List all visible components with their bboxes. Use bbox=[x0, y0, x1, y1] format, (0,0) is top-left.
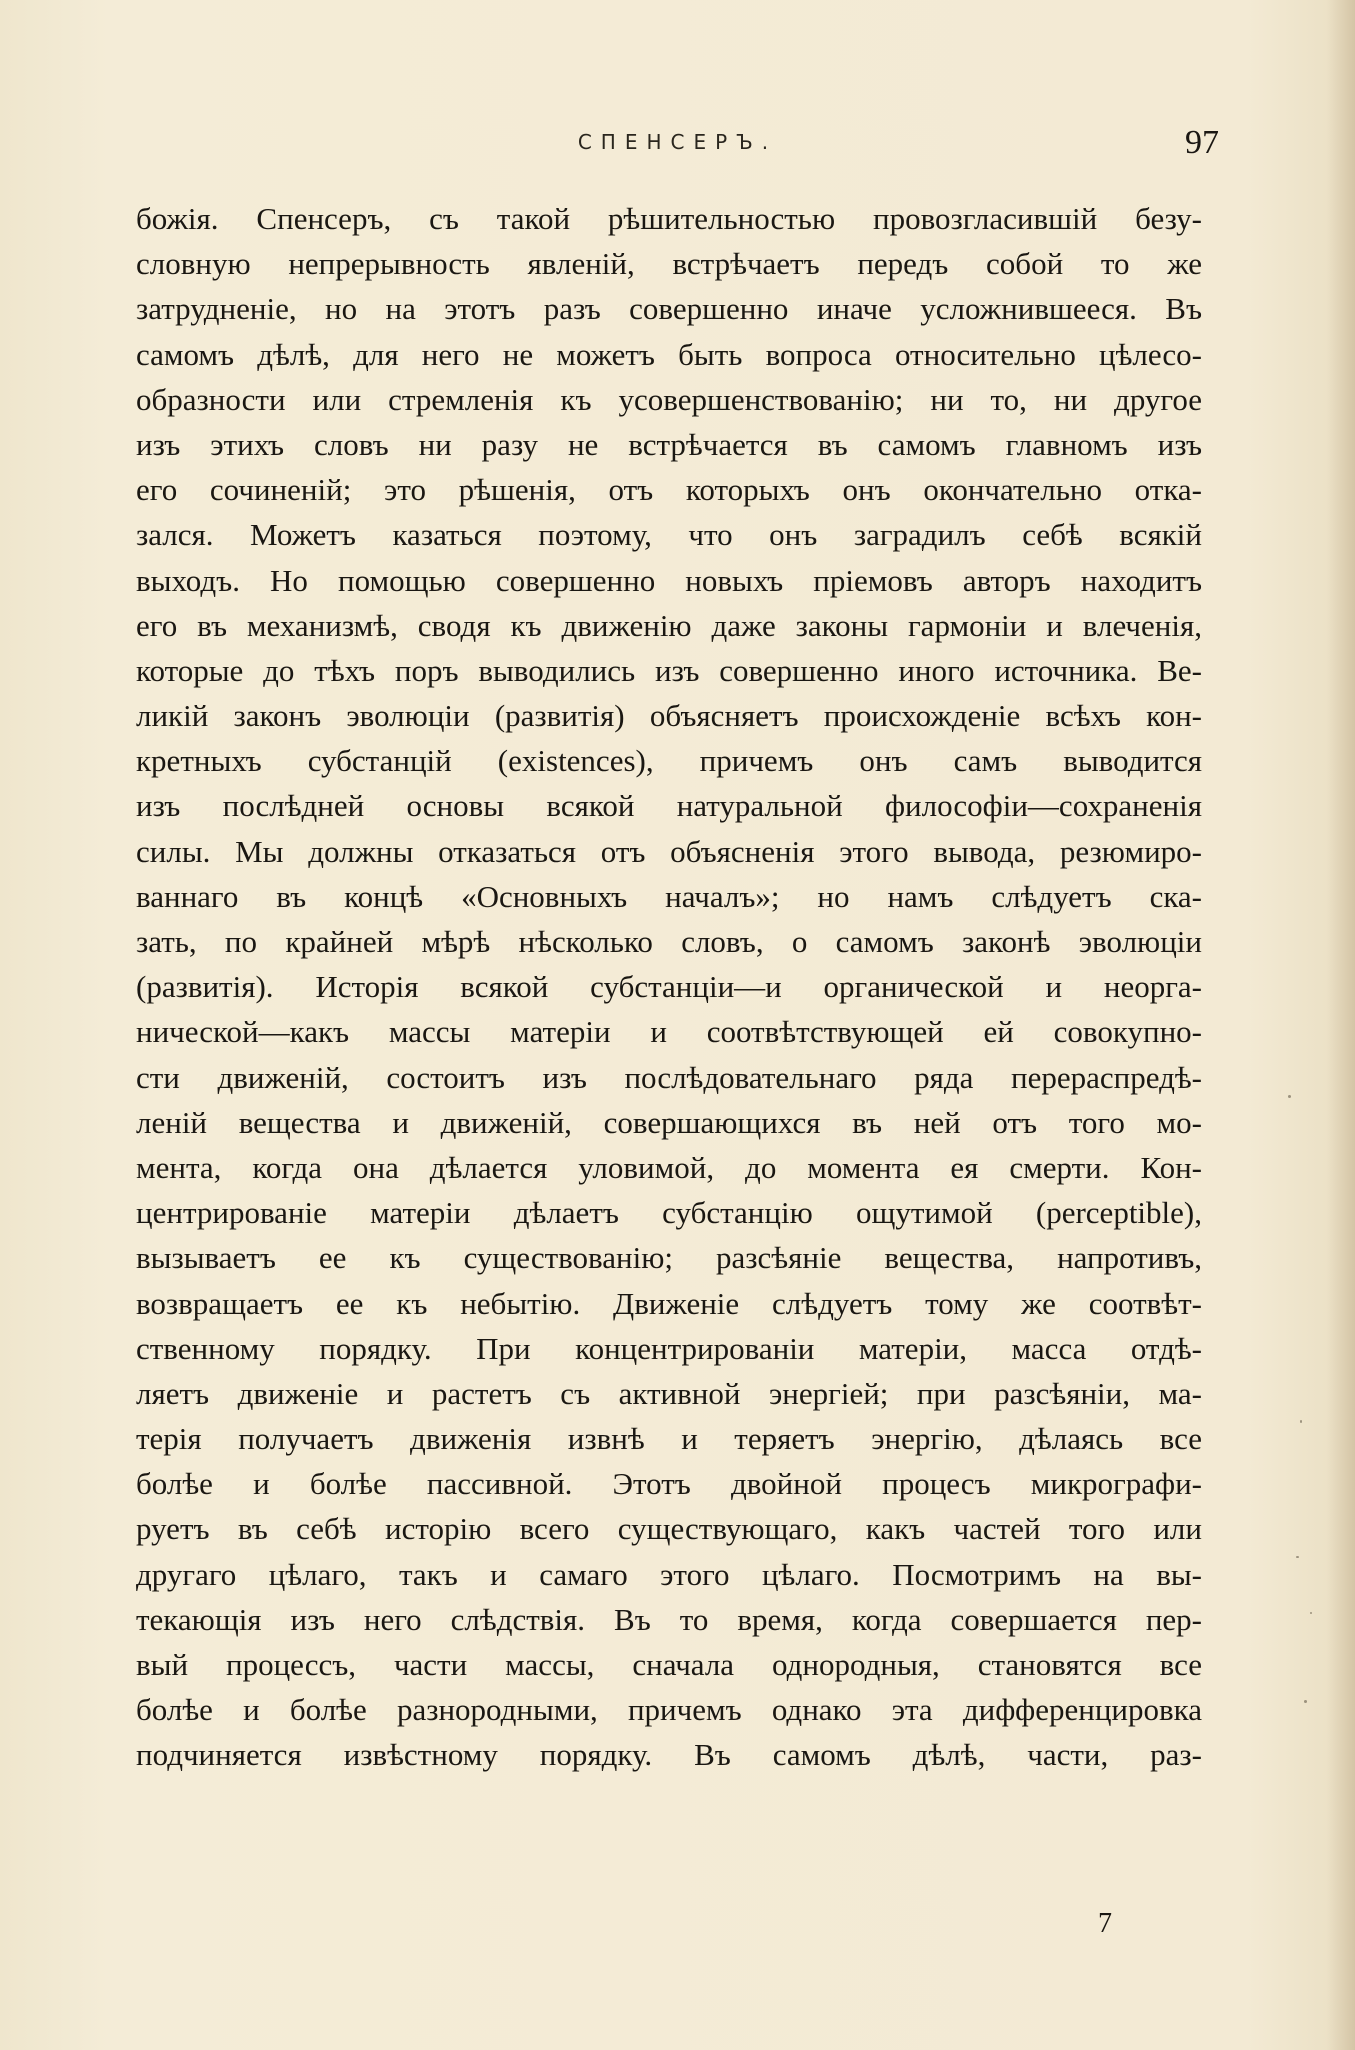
text-line: вый процессъ, части массы, сначала однородныя, становятся все bbox=[136, 1647, 1202, 1682]
text-line: изъ этихъ словъ ни разу не встрѣчается въ самомъ главномъ изъ bbox=[136, 426, 1202, 462]
signature-mark: 7 bbox=[1098, 1908, 1112, 1939]
text-line: леній вещества и движеній, совершающихся въ ней отъ того мо- bbox=[136, 1104, 1202, 1140]
page-header bbox=[136, 124, 1219, 172]
text-line: которые до тѣхъ поръ выводились изъ совершенно иного источника. Ве- bbox=[136, 652, 1202, 688]
page-edge-shadow bbox=[1327, 0, 1355, 2050]
text-line: возвращаетъ ее къ небытію. Движеніе слѣдуетъ тому же соотвѣт- bbox=[136, 1285, 1202, 1321]
running-head: СПЕНСЕРЪ. bbox=[577, 130, 778, 154]
text-line: затрудненіе, но на этотъ разъ совершенно иначе усложнившееся. Въ bbox=[136, 291, 1202, 327]
page-number: 97 bbox=[1185, 124, 1219, 161]
text-line: болѣе и болѣе разнородными, причемъ однако эта дифференцировка bbox=[136, 1692, 1202, 1728]
text-line: руетъ въ себѣ исторію всего существующаго, какъ частей того или bbox=[136, 1511, 1202, 1547]
text-line: болѣе и болѣе пассивной. Этотъ двойной процесъ микрографи- bbox=[136, 1466, 1202, 1502]
text-line: его въ механизмѣ, сводя къ движенію даже законы гармоніи и влеченія, bbox=[136, 607, 1202, 643]
text-line: словную непрерывность явленій, встрѣчаетъ передъ собой то же bbox=[136, 246, 1202, 282]
text-line: (развитія). Исторія всякой субстанціи—и органической и неорга- bbox=[136, 969, 1202, 1005]
text-line: подчиняется извѣстному порядку. Въ самомъ дѣлѣ, части, раз- bbox=[136, 1737, 1202, 1773]
text-line: его сочиненій; это рѣшенія, отъ которыхъ онъ окончательно отка- bbox=[136, 472, 1202, 508]
text-line: ляетъ движеніе и растетъ съ активной энергіей; при разсѣяніи, ма- bbox=[136, 1375, 1202, 1411]
text-line: ликій законъ эволюціи (развитія) объясняетъ происхожденіе всѣхъ кон- bbox=[136, 698, 1202, 734]
text-line: зался. Можетъ казаться поэтому, что онъ заградилъ себѣ всякій bbox=[136, 517, 1202, 553]
text-line: силы. Мы должны отказаться отъ объясненія этого вывода, резюмиро- bbox=[136, 833, 1202, 869]
text-line: самомъ дѣлѣ, для него не можетъ быть вопроса относительно цѣлесо- bbox=[136, 336, 1202, 372]
text-line: сти движеній, состоитъ изъ послѣдовательнаго ряда перераспредѣ- bbox=[136, 1059, 1202, 1095]
text-line: нической—какъ массы матеріи и соотвѣтствующей ей совокупно- bbox=[136, 1014, 1202, 1050]
text-line: ваннаго въ концѣ «Основныхъ началъ»; но намъ слѣдуетъ ска- bbox=[136, 878, 1202, 914]
text-line: изъ послѣдней основы всякой натуральной философіи—сохраненія bbox=[136, 788, 1202, 824]
text-line: зать, по крайней мѣрѣ нѣсколько словъ, о самомъ законѣ эволюціи bbox=[136, 924, 1202, 959]
text-line: выходъ. Но помощью совершенно новыхъ пріемовъ авторъ находитъ bbox=[136, 562, 1202, 598]
text-line: другаго цѣлаго, такъ и самаго этого цѣлаго. Посмотримъ на вы- bbox=[136, 1556, 1202, 1592]
body-text bbox=[136, 196, 1202, 1778]
text-line: мента, когда она дѣлается уловимой, до момента ея смерти. Кон- bbox=[136, 1149, 1202, 1185]
text-line: кретныхъ субстанцій (existences), причемъ онъ самъ выводится bbox=[136, 743, 1202, 779]
text-line: текающія изъ него слѣдствія. Въ то время, когда совершается пер- bbox=[136, 1601, 1202, 1637]
text-line: божія. Спенсеръ, съ такой рѣшительностью провозгласившій безу- bbox=[136, 201, 1202, 236]
text-line: вызываетъ ее къ существованію; разсѣяніе вещества, напротивъ, bbox=[136, 1240, 1202, 1276]
text-line: ственному порядку. При концентрированіи матеріи, масса отдѣ- bbox=[136, 1330, 1202, 1366]
text-line: центрированіе матеріи дѣлаетъ субстанцію ощутимой (perceptible), bbox=[136, 1195, 1202, 1231]
text-line: образности или стремленія къ усовершенствованію; ни то, ни другое bbox=[136, 381, 1202, 417]
text-line: терія получаетъ движенія извнѣ и теряетъ энергію, дѣлаясь все bbox=[136, 1421, 1202, 1457]
